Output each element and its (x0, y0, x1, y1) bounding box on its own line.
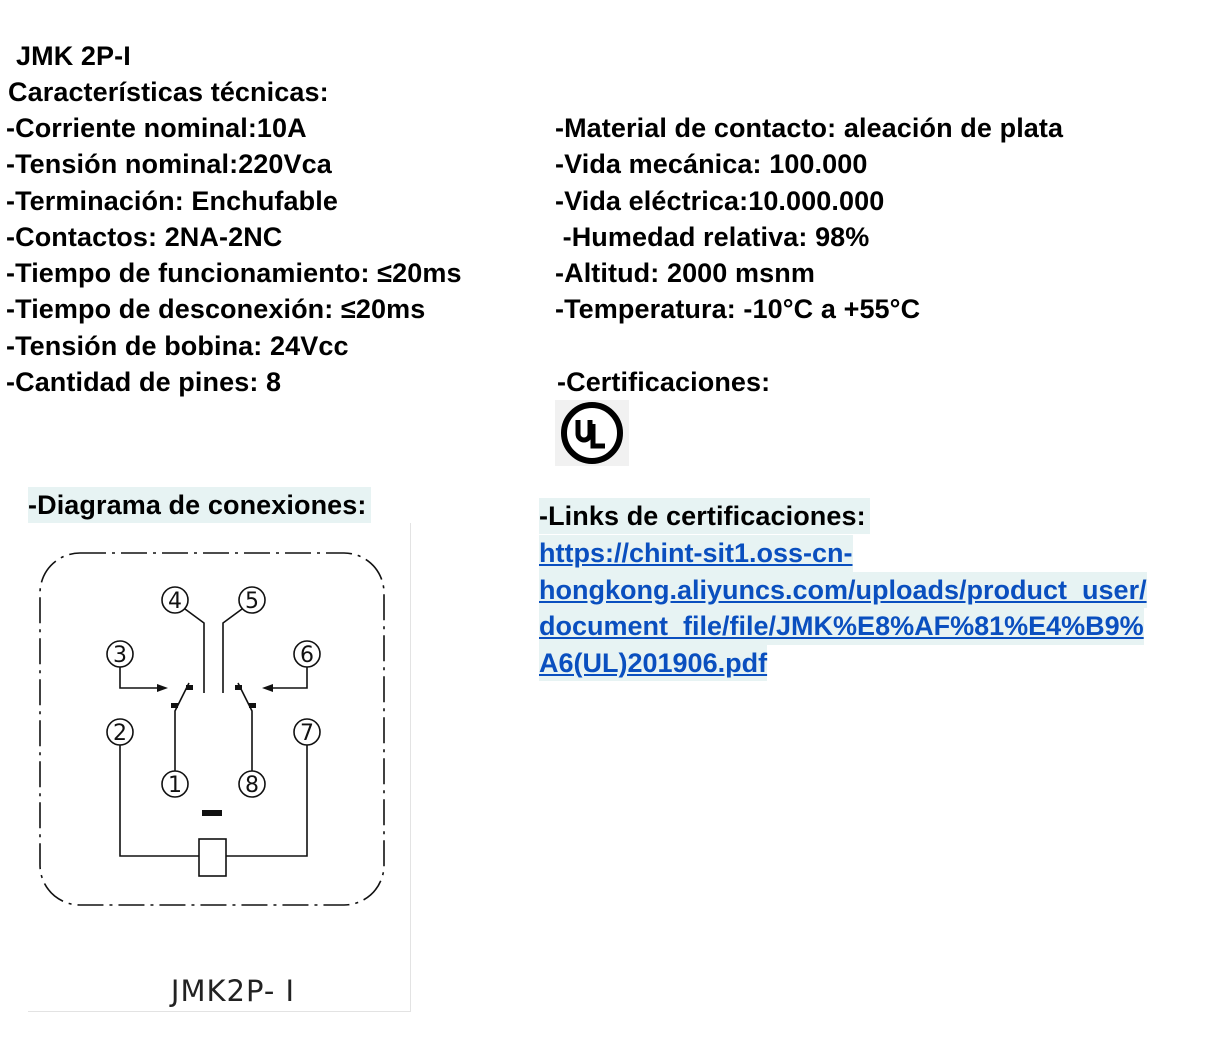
connection-diagram-label: -Diagrama de conexiones: (28, 487, 371, 527)
wiring-diagram-graphic (28, 523, 410, 963)
technical-specs-heading: Características técnicas: (8, 77, 329, 107)
certifications-label: -Certificaciones: (557, 367, 771, 397)
certification-links-label: -Links de certificaciones: (539, 498, 870, 534)
diagram-caption: JMK2P- I (170, 974, 296, 1008)
link-text-line-4[interactable]: A6(UL)201906.pdf (539, 645, 767, 682)
pin-label-3: 3 (113, 643, 127, 668)
pin-label-6: 6 (300, 643, 314, 668)
right-spec-list (555, 110, 1063, 328)
pin-label-8: 8 (245, 773, 259, 798)
spec-termination: -Terminación: Enchufable (6, 185, 338, 216)
spec-altitude: -Altitud: 2000 msnm (555, 258, 815, 289)
pin-label-1: 1 (168, 773, 182, 798)
spec-mechanical-life: -Vida mecánica: 100.000 (555, 149, 868, 180)
connection-diagram (28, 523, 411, 1012)
certification-link[interactable] (539, 535, 1147, 681)
spec-relative-humidity: -Humedad relativa: 98% (555, 221, 870, 252)
left-spec-list (6, 110, 462, 400)
pin-label-7: 7 (300, 721, 314, 746)
spec-nominal-voltage: -Tensión nominal:220Vca (6, 149, 332, 180)
ul-logo-icon (555, 400, 629, 466)
link-text-line-3[interactable]: document_file/file/JMK%E8%AF%81%E4%B9% (539, 608, 1144, 645)
link-text-line-1[interactable]: https://chint-sit1.oss-cn- (539, 535, 853, 572)
pin-label-2: 2 (113, 721, 127, 746)
product-title: JMK 2P-I (16, 41, 131, 71)
spec-operate-time: -Tiempo de funcionamiento: ≤20ms (6, 258, 462, 289)
pin-label-4: 4 (168, 589, 182, 614)
link-text-line-2[interactable]: hongkong.aliyuncs.com/uploads/product_user/ (539, 572, 1147, 609)
spec-nominal-current: -Corriente nominal:10A (6, 113, 307, 143)
spec-pin-count: -Cantidad de pines: 8 (6, 367, 282, 398)
spec-contacts: -Contactos: 2NA-2NC (6, 221, 283, 252)
pin-label-5: 5 (245, 589, 259, 614)
spec-temperature: -Temperatura: -10°C a +55°C (555, 294, 921, 325)
spec-release-time: -Tiempo de desconexión: ≤20ms (6, 294, 426, 325)
spec-electrical-life: -Vida eléctrica:10.000.000 (555, 185, 885, 216)
spec-contact-material: -Material de contacto: aleación de plata (555, 113, 1064, 143)
spec-coil-voltage: -Tensión de bobina: 24Vcc (6, 330, 349, 361)
